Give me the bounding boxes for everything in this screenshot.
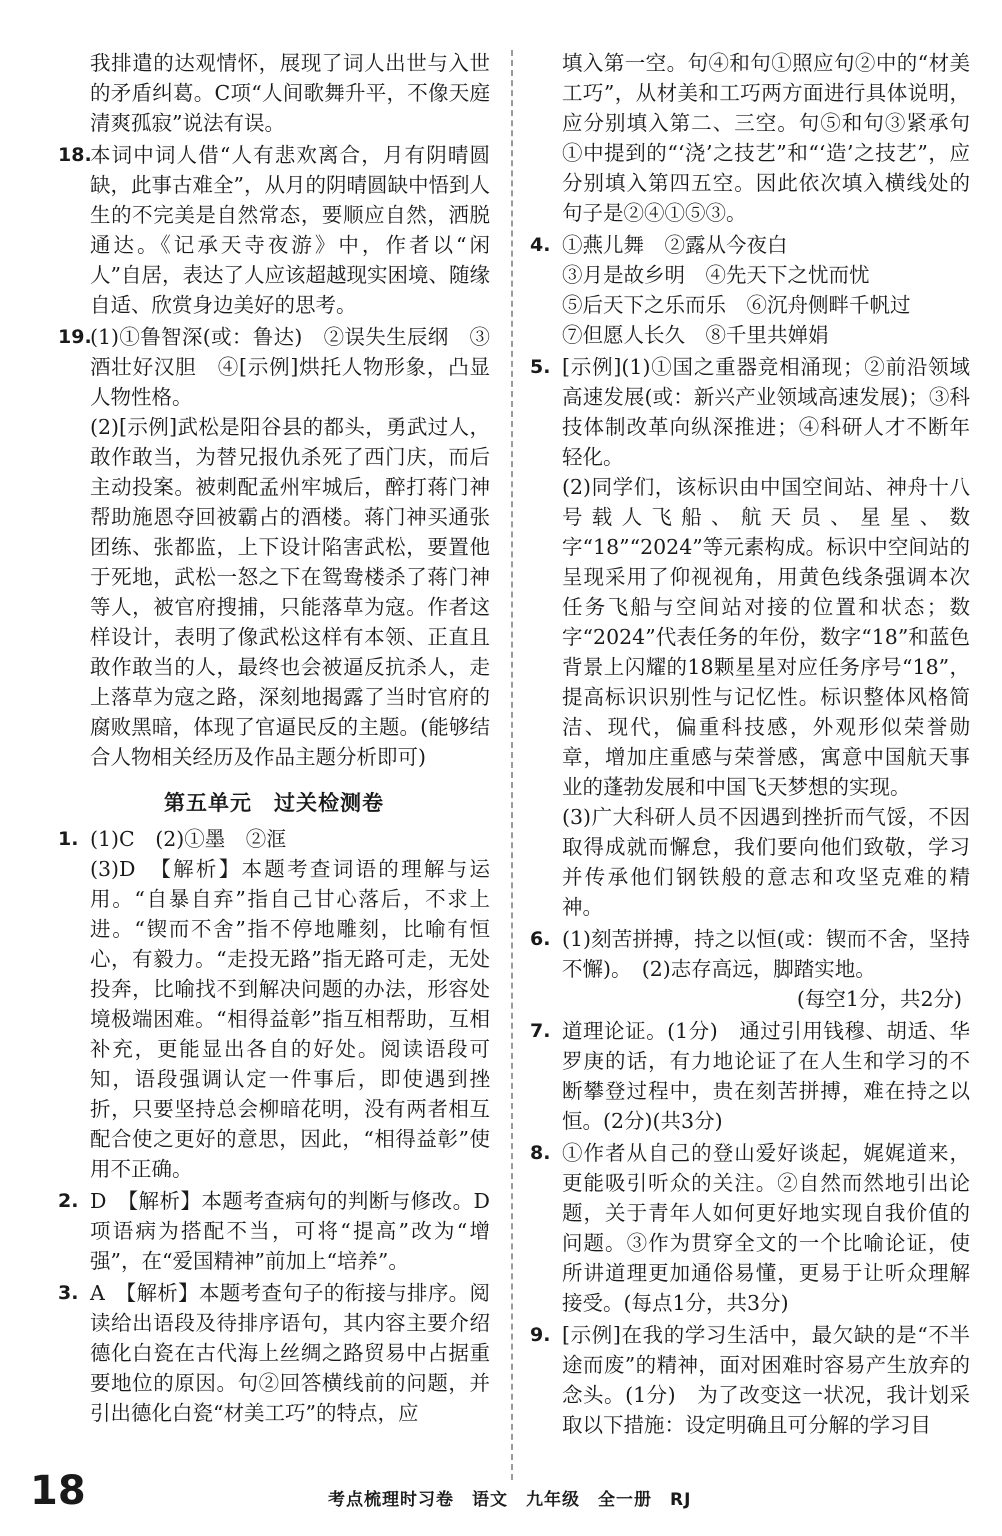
answer-2 <box>58 1186 490 1276</box>
question-number: 5. <box>530 356 551 378</box>
answer-8 <box>530 1138 970 1318</box>
question-number: 18. <box>58 144 92 166</box>
question-number: 4. <box>530 234 551 256</box>
answer-part-2: (2)[示例]武松是阳谷县的都头，勇武过人，敢作敢当，为替兄报仇杀死了西门庆，而后主动投案。被刺配孟州牢城后，醉打蒋门神帮助施恩夺回被霸占的酒楼。蒋门神买通张团练、张都监，上下设计陷害武松，要置他于死地，武松一怒之下在鸳鸯楼杀了蒋门神等人，被官府搜捕，只能落草为寇。作者这样设计，表明了像武松这样有本领、正直且敢作敢当的人，最终也会被逼反抗杀人，走上落草为寇之路，深刻地揭露了当时官府的腐败黑暗，体现了官逼民反的主题。(能够结合人物相关经历及作品主题分析即可) <box>90 415 490 769</box>
answer-text: (1)刻苦拼搏，持之以恒(或：锲而不舍，坚持不懈)。 (2)志存高远，脚踏实地。 <box>562 927 970 981</box>
answer-1 <box>58 824 490 1184</box>
question-number: 2. <box>58 1190 79 1212</box>
answer-7 <box>530 1016 970 1136</box>
question-number: 7. <box>530 1020 551 1042</box>
answer-line: ⑦但愿人长久 ⑧千里共婵娟 <box>562 323 829 347</box>
score-note: (每空1分，共2分) <box>796 987 962 1011</box>
answer-text: D 【解析】本题考查病句的判断与修改。D项语病为搭配不当，可将“提高”改为“增强”，在“爱国精神”前加上“培养”。 <box>90 1189 490 1273</box>
answer-3-continuation: 填入第一空。句④和句①照应句②中的“材美工巧”，从材美和工巧两方面进行具体说明，应分别填入第二、三空。句⑤和句③紧承句①中提到的“‘浇’之技艺”和“‘造’之技艺”，应分别填入第四五空。因此依次填入横线处的句子是②④①⑤③。 <box>562 51 970 225</box>
answer-part-1: (1)C (2)①墨 ②洭 <box>90 827 287 851</box>
answer-5 <box>530 352 970 922</box>
previous-answer-continuation: 我排遣的达观情怀，展现了词人出世与入世的矛盾纠葛。C项“人间歌舞升平，不像天庭清爽孤寂”说法有误。 <box>90 51 490 135</box>
question-number: 3. <box>58 1282 79 1304</box>
answer-text: 道理论证。(1分) 通过引用钱穆、胡适、华罗庚的话，有力地论证了在人生和学习的不断攀登过程中，贵在刻苦拼搏，难在持之以恒。(2分)(共3分) <box>562 1019 970 1133</box>
answer-part-1: (1)①鲁智深(或：鲁达) ②误失生辰纲 ③酒壮好汉胆 ④[示例]烘托人物形象，凸显人物性格。 <box>90 325 490 409</box>
section-title: 第五单元 过关检测卷 <box>164 791 384 815</box>
answer-part-3: (3)D 【解析】本题考查词语的理解与运用。“自暴自弃”指自己甘心落后，不求上进。“锲而不舍”指不停地雕刻，比喻有恒心，有毅力。“走投无路”指无路可走，无处投奔，比喻找不到解决问题的办法，形容处境极端困难。“相得益彰”指互相帮助，互相补充，更能显出各自的好处。阅读语段可知，语段强调认定一件事后，即使遇到挫折，只要坚持总会柳暗花明，没有两者相互配合使之更好的意思，因此，“相得益彰”使用不正确。 <box>90 857 490 1181</box>
answer-text: 本词中词人借“人有悲欢离合，月有阴晴圆缺，此事古难全”，从月的阴晴圆缺中悟到人生的不完美是自然常态，要顺应自然，洒脱通达。《记承天寺夜游》中，作者以“闲人”自居，表达了人应该超越现实困境、随缘自适、欣赏身边美好的思考。 <box>90 143 490 317</box>
question-number: 8. <box>530 1142 551 1164</box>
question-number: 1. <box>58 828 79 850</box>
answer-part-2: (2)同学们，该标识由中国空间站、神舟十八号载人飞船、航天员、星星、数字“18”“2024”等元素构成。标识中空间站的呈现采用了仰视视角，用黄色线条强调本次任务飞船与空间站对接的位置和状态；数字“2024”代表任务的年份，数字“18”和蓝色背景上闪耀的18颗星星对应任务序号“18”，提高标识识别性与记忆性。标识整体风格简洁、现代，偏重科技感，外观形似荣誉勋章，增加庄重感与荣誉感，寓意中国航天事业的蓬勃发展和中国飞天梦想的实现。 <box>562 475 970 799</box>
answer-text: A 【解析】本题考查句子的衔接与排序。阅读给出语段及待排序语句，其内容主要介绍德化白瓷在古代海上丝绸之路贸易中占据重要地位的原因。句②回答横线前的问题，并引出德化白瓷“材美工巧”的特点，应 <box>90 1281 490 1425</box>
answer-text: ①作者从自己的登山爱好谈起，娓娓道来，更能吸引听众的关注。②自然而然地引出论题，关于青年人如何更好地实现自我价值的问题。③作为贯穿全文的一个比喻论证，使所讲道理更加通俗易懂，更易于让听众理解接受。(每点1分，共3分) <box>562 1141 970 1315</box>
right-column <box>530 48 970 1442</box>
answer-9 <box>530 1320 970 1440</box>
answer-18 <box>58 140 490 320</box>
question-number: 6. <box>530 928 551 950</box>
question-number: 19. <box>58 326 92 348</box>
answer-part-3: (3)广大科研人员不因遇到挫折而气馁，不因取得成就而懈怠，我们要向他们致敬，学习并传承他们钢铁般的意志和攻坚克难的精神。 <box>562 805 970 919</box>
answer-6 <box>530 924 970 1014</box>
answer-part-1: [示例](1)①国之重器竞相涌现；②前沿领域高速发展(或：新兴产业领域高速发展)；③科技体制改革向纵深推进；④科研人才不断年轻化。 <box>562 355 970 469</box>
question-number: 9. <box>530 1324 551 1346</box>
answer-4 <box>530 230 970 350</box>
left-column <box>58 48 490 1430</box>
answer-line: ①燕儿舞 ②露从今夜白 <box>562 233 788 257</box>
page-footer: 考点梳理时习卷 语文 九年级 全一册 RJ <box>328 1490 692 1510</box>
answer-19 <box>58 322 490 772</box>
column-divider <box>511 50 513 1480</box>
answer-3 <box>58 1278 490 1428</box>
page-number: 18 <box>30 1468 86 1514</box>
answer-line: ③月是故乡明 ④先天下之忧而忧 <box>562 263 870 287</box>
answer-text: [示例]在我的学习生活中，最欠缺的是“不半途而废”的精神，面对困难时容易产生放弃的念头。(1分) 为了改变这一状况，我计划采取以下措施：设定明确且可分解的学习目 <box>562 1323 970 1437</box>
answer-line: ⑤后天下之乐而乐 ⑥沉舟侧畔千帆过 <box>562 293 911 317</box>
